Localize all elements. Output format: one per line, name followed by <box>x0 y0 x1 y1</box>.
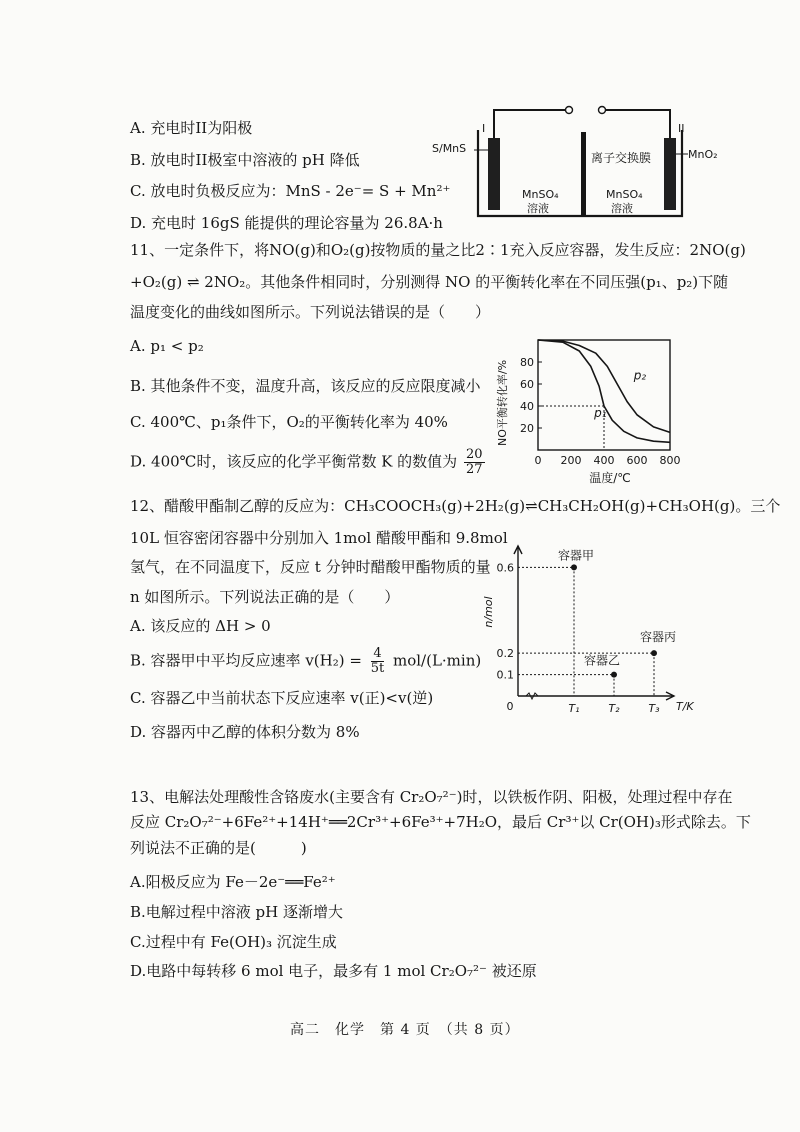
q13-stem-line-1: 13、电解法处理酸性含铬废水(主要含有 Cr₂O₇²⁻)时，以铁板作阴、阳极，处理过程中存在 <box>130 788 733 806</box>
q11-stem-line-1: 11、一定条件下，将NO(g)和O₂(g)按物质的量之比2∶1充入反应容器，发生反应：2NO(g) <box>130 241 746 259</box>
right-solution-word: 溶液 <box>611 202 633 215</box>
q11-fraction-denominator: 27 <box>465 462 483 477</box>
x-axis-label: 温度/℃ <box>589 471 631 485</box>
ester-amount-chart <box>478 540 698 726</box>
x-tick-label: 0 <box>534 454 542 467</box>
q12-option-b <box>130 647 481 676</box>
electrode-right-label: II <box>678 122 685 135</box>
q12-stem-line-1: 12、醋酸甲酯制乙醇的反应为：CH₃COOCH₃(g)+2H₂(g)⇌CH₃CH₂OH(g)+CH₃OH(g)。三个 <box>130 497 781 515</box>
q11-stem-line-2: +O₂(g) ⇌ 2NO₂。其他条件相同时，分别测得 NO 的平衡转化率在不同压强(p₁、p₂)下随 <box>130 273 729 291</box>
q12-fraction-numerator: 4 <box>373 646 382 661</box>
q11-stem-line-3: 温度变化的曲线如图所示。下列说法错误的是（ ） <box>130 303 491 321</box>
external-wire-right <box>605 110 670 138</box>
plot-frame <box>538 340 670 450</box>
q13-option-d: D.电路中每转移 6 mol 电子，最多有 1 mol Cr₂O₇²⁻ 被还原 <box>130 962 537 980</box>
point-label: 容器甲 <box>558 548 595 563</box>
y-tick-label: 60 <box>520 378 534 391</box>
q11-option-c: C. 400℃、p₁条件下，O₂的平衡转化率为 40% <box>130 413 448 431</box>
x-tick-label: T₃ <box>648 702 660 715</box>
q10-option-a: A. 充电时II为阳极 <box>130 119 253 137</box>
point-label: 容器乙 <box>584 653 621 668</box>
data-point <box>571 564 577 570</box>
q10-option-c: C. 放电时负极反应为：MnS - 2e⁻= S + Mn²⁺ <box>130 182 451 200</box>
q12-option-a: A. 该反应的 ΔH > 0 <box>130 617 271 635</box>
y-tick-label: 20 <box>520 422 534 435</box>
series-label-p1: p₁ <box>594 406 607 420</box>
right-solution-formula: MnSO₄ <box>606 188 643 201</box>
terminal-left <box>566 107 573 114</box>
electrode-left-label: I <box>482 122 486 135</box>
point-label: 容器丙 <box>640 630 677 645</box>
q12-option-d: D. 容器丙中乙醇的体积分数为 8% <box>130 723 360 741</box>
y-axis-label: n/mol <box>482 596 495 628</box>
series-label-p2: p₂ <box>633 368 647 383</box>
data-point <box>651 650 657 656</box>
right-material-label: MnO₂ <box>688 148 718 161</box>
q11-option-d <box>130 448 487 477</box>
y-tick-label: 40 <box>520 400 534 413</box>
x-tick-label: 800 <box>659 454 681 467</box>
no-conversion-chart <box>488 332 700 492</box>
left-solution-formula: MnSO₄ <box>522 188 559 201</box>
membrane-label: 离子交换膜 <box>591 151 652 165</box>
x-tick-label: 400 <box>593 454 615 467</box>
y-tick-label: 80 <box>520 356 534 369</box>
y-axis-label: NO平衡转化率/% <box>496 359 509 447</box>
q12-fraction-denominator: 5t <box>370 661 385 676</box>
q13-option-a: A.阳极反应为 Fe－2e⁻══Fe²⁺ <box>130 873 336 891</box>
left-solution-word: 溶液 <box>527 202 549 215</box>
q12-stem-line-4: n 如图所示。下列说法正确的是（ ） <box>130 588 400 606</box>
electrode-right <box>664 138 676 210</box>
cell-container <box>478 130 682 216</box>
left-material-label: S/MnS <box>432 142 467 155</box>
q13-option-b: B.电解过程中溶液 pH 逐渐增大 <box>130 903 344 921</box>
q11-option-a: A. p₁ < p₂ <box>130 337 204 355</box>
x-tick-label: 600 <box>626 454 648 467</box>
q10-option-d: D. 充电时 16gS 能提供的理论容量为 26.8A·h <box>130 214 443 232</box>
y-tick-label: 0.2 <box>496 647 514 661</box>
y-tick-label: 0.6 <box>496 561 514 575</box>
q13-stem-line-3: 列说法不正确的是( ) <box>130 839 307 857</box>
q11-option-d-fraction <box>464 448 485 477</box>
q12-stem-line-3: 氢气，在不同温度下，反应 t 分钟时醋酸甲酯物质的量 <box>130 558 491 576</box>
q13-stem-line-2: 反应 Cr₂O₇²⁻+6Fe²⁺+14H⁺══2Cr³⁺+6Fe³⁺+7H₂O，最后 Cr³⁺以 Cr(OH)₃形式除去。下 <box>130 813 751 831</box>
data-point <box>611 672 617 678</box>
q11-option-b: B. 其他条件不变，温度升高，该反应的反应限度减小 <box>130 377 481 395</box>
page-footer: 高二 化学 第 4 页 （共 8 页） <box>290 1022 520 1038</box>
ion-exchange-membrane <box>581 132 586 216</box>
terminal-right <box>599 107 606 114</box>
electrode-left <box>488 138 500 210</box>
origin-label: 0 <box>506 700 514 713</box>
q12-option-b-text: B. 容器甲中平均反应速率 v(H₂) = <box>130 651 362 670</box>
q11-fraction-numerator: 20 <box>465 447 483 462</box>
x-axis-label: T/K <box>676 700 694 713</box>
q12-stem-line-2: 10L 恒容密闭容器中分别加入 1mol 醋酸甲酯和 9.8mol <box>130 529 508 547</box>
q12-option-c: C. 容器乙中当前状态下反应速率 v(正)<v(逆) <box>130 689 434 707</box>
y-tick-label: 0.1 <box>496 668 514 682</box>
q13-option-c: C.过程中有 Fe(OH)₃ 沉淀生成 <box>130 933 337 951</box>
external-wire-left <box>494 110 566 138</box>
q12-option-b-fraction <box>369 647 387 676</box>
q11-option-d-text: D. 400℃时，该反应的化学平衡常数 K 的数值为 <box>130 452 458 471</box>
x-tick-label: T₂ <box>608 702 620 715</box>
q12-option-b-unit: mol/(L·min) <box>393 651 482 670</box>
q10-option-b: B. 放电时II极室中溶液的 pH 降低 <box>130 151 360 169</box>
x-tick-label: 200 <box>560 454 582 467</box>
x-tick-label: T₁ <box>568 702 580 715</box>
cell-diagram <box>430 100 740 232</box>
